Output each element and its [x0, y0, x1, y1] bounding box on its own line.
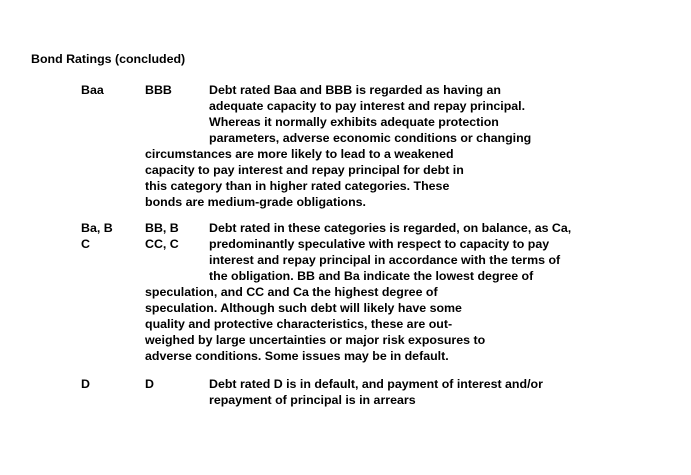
description-line: adverse conditions. Some issues may be in default.: [145, 349, 449, 363]
moody-rating-line: C: [81, 237, 90, 251]
description-line: Whereas it normally exhibits adequate protection: [209, 115, 499, 129]
description-line: interest and repay principal in accordance with the terms of: [209, 253, 561, 267]
description-line: this category than in higher rated categories. These: [145, 179, 450, 193]
sp-rating: [145, 220, 179, 252]
sp-rating-line: D: [145, 377, 154, 391]
description-line: repayment of principal is in arrears: [209, 393, 416, 407]
sp-rating-line: BBB: [145, 83, 172, 97]
description-line: the obligation. BB and Ba indicate the lowest degree of: [209, 269, 534, 283]
description-line: speculation, and CC and Ca the highest degree of: [145, 285, 438, 299]
description-line: Debt rated in these categories is regarded, on balance, as Ca,: [209, 221, 572, 235]
sp-rating: [145, 376, 154, 392]
sp-rating-line: BB, B: [145, 221, 179, 235]
description-line: speculation. Although such debt will likely have some: [145, 301, 462, 315]
moody-rating: [81, 82, 104, 98]
description-line: Debt rated D is in default, and payment of interest and/or: [209, 377, 543, 391]
description-line: parameters, adverse economic conditions or changing: [209, 131, 532, 145]
description-line: adequate capacity to pay interest and repay principal.: [209, 99, 526, 113]
description-line: capacity to pay interest and repay principal for debt in: [145, 163, 464, 177]
description-line: Debt rated Baa and BBB is regarded as having an: [209, 83, 501, 97]
description-line: circumstances are more likely to lead to a weakened: [145, 147, 454, 161]
sp-rating: [145, 82, 172, 98]
moody-rating: [81, 220, 113, 252]
moody-rating-line: D: [81, 377, 90, 391]
description-line: weighed by large uncertainties or major risk exposures to: [145, 333, 486, 347]
moody-rating-line: Baa: [81, 83, 104, 97]
moody-rating: [81, 376, 90, 392]
description-line: quality and protective characteristics, these are out-: [145, 317, 453, 331]
description-line: bonds are medium-grade obligations.: [145, 195, 366, 209]
page-title: Bond Ratings (concluded): [31, 52, 186, 66]
description-line: predominantly speculative with respect to capacity to pay: [209, 237, 550, 251]
moody-rating-line: Ba, B: [81, 221, 113, 235]
sp-rating-line: CC, C: [145, 237, 179, 251]
